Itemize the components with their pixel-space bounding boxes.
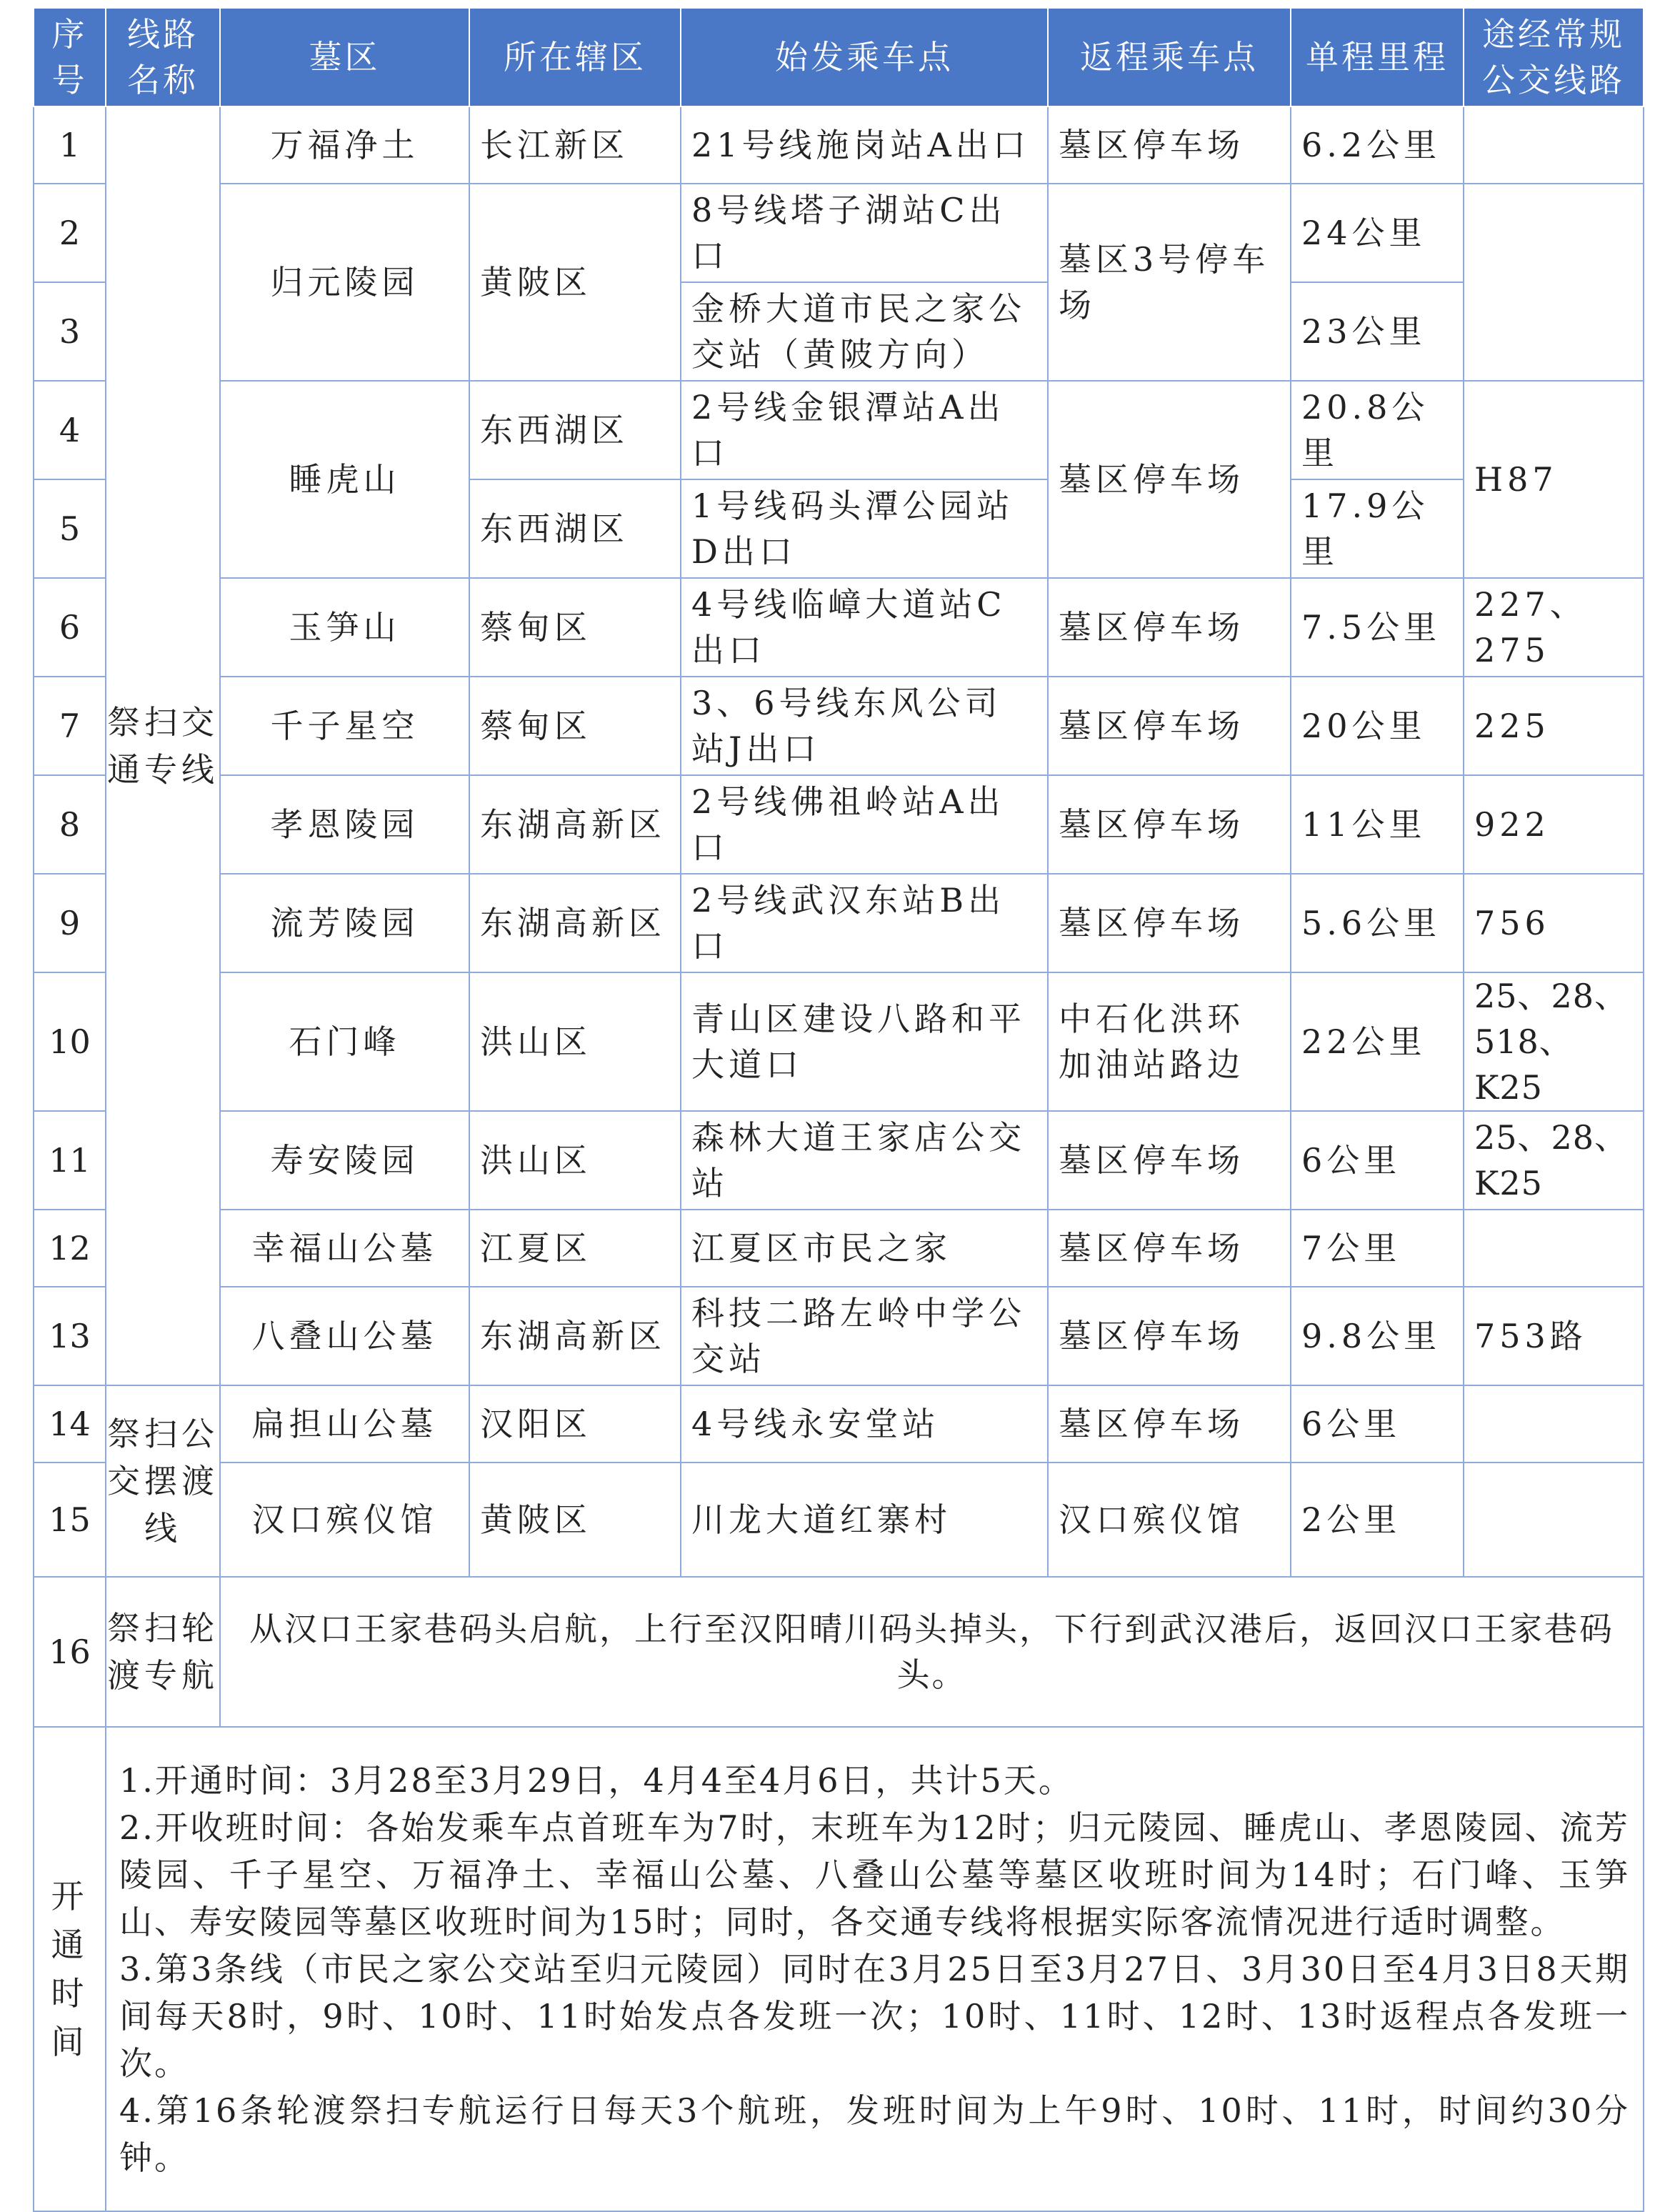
bus-lines-cell (1464, 106, 1644, 184)
distance-cell: 23公里 (1291, 282, 1464, 381)
start-stop-cell: 森林大道王家店公交站 (681, 1111, 1048, 1210)
note-item: 2.开收班时间：各始发乘车点首班车为7时，末班车为12时；归元陵园、睡虎山、孝恩陵园、流芳陵园、千子星空、万福净土、幸福山公墓、八叠山公墓等墓区收班时间为14时；石门峰、玉笋山、寿安陵园等墓区收班时间为15时；同时，各交通专线将根据实际客流情况进行适时调整。 (119, 1808, 1630, 1941)
row-no: 4 (34, 381, 106, 479)
row-no: 5 (34, 479, 106, 578)
cemetery-cell: 万福净土 (220, 106, 469, 184)
row-no: 3 (34, 282, 106, 381)
district-cell: 长江新区 (469, 106, 681, 184)
row-no: 6 (34, 578, 106, 677)
bus-lines-cell (1464, 184, 1644, 381)
distance-cell: 20.8公里 (1291, 381, 1464, 479)
start-stop-cell: 8号线塔子湖站C出口 (681, 184, 1048, 282)
row-no: 2 (34, 184, 106, 282)
note-item: 1.开通时间：3月28至3月29日，4月4至4月6日，共计5天。 (119, 1761, 1074, 1800)
table-row (34, 775, 1644, 874)
return-stop-cell: 墓区3号停车场 (1048, 184, 1291, 381)
start-stop-cell: 川龙大道红寨村 (681, 1463, 1048, 1577)
row-no: 9 (34, 874, 106, 972)
distance-cell: 5.6公里 (1291, 874, 1464, 972)
notes-cell (106, 1727, 1644, 2211)
row-no: 12 (34, 1210, 106, 1287)
start-stop-cell: 3、6号线东风公司站J出口 (681, 677, 1048, 775)
start-stop-cell: 金桥大道市民之家公交站（黄陂方向） (681, 282, 1048, 381)
start-stop-cell: 2号线佛祖岭站A出口 (681, 775, 1048, 874)
table-row (34, 677, 1644, 775)
district-cell: 东湖高新区 (469, 775, 681, 874)
district-cell: 洪山区 (469, 972, 681, 1111)
cemetery-shuttle-table (33, 7, 1644, 2212)
distance-cell: 22公里 (1291, 972, 1464, 1111)
note-item: 3.第3条线（市民之家公交站至归元陵园）同时在3月25日至3月27日、3月30日至4月3日8天期间每天8时，9时、10时、11时始发点各发班一次；10时、11时、12时、13时返程点各发班一次。 (119, 1950, 1630, 2083)
return-stop-cell: 墓区停车场 (1048, 775, 1291, 874)
header-district: 所在辖区 (469, 8, 681, 106)
table-row (34, 1210, 1644, 1287)
district-cell: 蔡甸区 (469, 578, 681, 677)
bus-lines-cell (1464, 1463, 1644, 1577)
cemetery-cell: 汉口殡仪馆 (220, 1463, 469, 1577)
return-stop-cell: 墓区停车场 (1048, 1111, 1291, 1210)
district-cell: 黄陂区 (469, 1463, 681, 1577)
return-stop-cell: 汉口殡仪馆 (1048, 1463, 1291, 1577)
notes-header: 开通时间 (34, 1727, 106, 2211)
distance-cell: 20公里 (1291, 677, 1464, 775)
row-no: 10 (34, 972, 106, 1111)
district-cell: 东西湖区 (469, 381, 681, 479)
header-distance: 单程里程 (1291, 8, 1464, 106)
header-row (34, 8, 1644, 106)
start-stop-cell: 4号线临嶂大道站C出口 (681, 578, 1048, 677)
cemetery-cell: 孝恩陵园 (220, 775, 469, 874)
district-cell: 江夏区 (469, 1210, 681, 1287)
table-row (34, 1385, 1644, 1463)
cemetery-cell: 寿安陵园 (220, 1111, 469, 1210)
ferry-route-cell: 从汉口王家巷码头启航，上行至汉阳晴川码头掉头，下行到武汉港后，返回汉口王家巷码头。 (220, 1577, 1644, 1727)
bus-lines-cell (1464, 1385, 1644, 1463)
cemetery-cell: 扁担山公墓 (220, 1385, 469, 1463)
header-bus-lines: 途经常规公交线路 (1464, 8, 1644, 106)
route-group-zhuanxian: 祭扫交通专线 (106, 106, 220, 1385)
cemetery-cell: 玉笋山 (220, 578, 469, 677)
header-return-stop: 返程乘车点 (1048, 8, 1291, 106)
district-cell: 东湖高新区 (469, 1287, 681, 1385)
bus-lines-cell: 25、28、K25 (1464, 1111, 1644, 1210)
table-row (34, 578, 1644, 677)
bus-lines-cell: 922 (1464, 775, 1644, 874)
district-cell: 汉阳区 (469, 1385, 681, 1463)
bus-lines-cell: 756 (1464, 874, 1644, 972)
header-cemetery: 墓区 (220, 8, 469, 106)
row-no: 14 (34, 1385, 106, 1463)
return-stop-cell: 墓区停车场 (1048, 874, 1291, 972)
header-no: 序号 (34, 8, 106, 106)
district-cell: 蔡甸区 (469, 677, 681, 775)
row-no: 11 (34, 1111, 106, 1210)
start-stop-cell: 21号线施岗站A出口 (681, 106, 1048, 184)
cemetery-cell: 石门峰 (220, 972, 469, 1111)
start-stop-cell: 1号线码头潭公园站D出口 (681, 479, 1048, 578)
cemetery-cell: 睡虎山 (220, 381, 469, 578)
table-row (34, 184, 1644, 282)
row-no: 8 (34, 775, 106, 874)
distance-cell: 6公里 (1291, 1385, 1464, 1463)
distance-cell: 6.2公里 (1291, 106, 1464, 184)
return-stop-cell: 中石化洪环加油站路边 (1048, 972, 1291, 1111)
bus-lines-cell: 25、28、518、K25 (1464, 972, 1644, 1111)
row-no: 1 (34, 106, 106, 184)
district-cell: 东西湖区 (469, 479, 681, 578)
row-no: 7 (34, 677, 106, 775)
table-row (34, 1287, 1644, 1385)
return-stop-cell: 墓区停车场 (1048, 1287, 1291, 1385)
start-stop-cell: 青山区建设八路和平大道口 (681, 972, 1048, 1111)
district-cell: 东湖高新区 (469, 874, 681, 972)
district-cell: 黄陂区 (469, 184, 681, 381)
distance-cell: 7.5公里 (1291, 578, 1464, 677)
start-stop-cell: 2号线武汉东站B出口 (681, 874, 1048, 972)
start-stop-cell: 4号线永安堂站 (681, 1385, 1048, 1463)
row-no: 15 (34, 1463, 106, 1577)
distance-cell: 24公里 (1291, 184, 1464, 282)
distance-cell: 17.9公里 (1291, 479, 1464, 578)
row-no: 16 (34, 1577, 106, 1727)
bus-lines-cell: 227、275 (1464, 578, 1644, 677)
distance-cell: 6公里 (1291, 1111, 1464, 1210)
table-row (34, 972, 1644, 1111)
start-stop-cell: 科技二路左岭中学公交站 (681, 1287, 1048, 1385)
distance-cell: 7公里 (1291, 1210, 1464, 1287)
distance-cell: 11公里 (1291, 775, 1464, 874)
table-row (34, 1111, 1644, 1210)
return-stop-cell: 墓区停车场 (1048, 677, 1291, 775)
header-route-name: 线路名称 (106, 8, 220, 106)
table-row (34, 874, 1644, 972)
cemetery-cell: 归元陵园 (220, 184, 469, 381)
bus-lines-cell: 753路 (1464, 1287, 1644, 1385)
bus-lines-cell: H87 (1464, 381, 1644, 578)
bus-lines-cell: 225 (1464, 677, 1644, 775)
cemetery-cell: 幸福山公墓 (220, 1210, 469, 1287)
row-no: 13 (34, 1287, 106, 1385)
route-group-baidu: 祭扫公交摆渡线 (106, 1385, 220, 1577)
return-stop-cell: 墓区停车场 (1048, 381, 1291, 578)
cemetery-cell: 八叠山公墓 (220, 1287, 469, 1385)
table-row (34, 1577, 1644, 1727)
notes-row (34, 1727, 1644, 2211)
table-row (34, 106, 1644, 184)
header-start-stop: 始发乘车点 (681, 8, 1048, 106)
cemetery-cell: 千子星空 (220, 677, 469, 775)
bus-lines-cell (1464, 1210, 1644, 1287)
table-row (34, 381, 1644, 479)
start-stop-cell: 2号线金银潭站A出口 (681, 381, 1048, 479)
return-stop-cell: 墓区停车场 (1048, 1210, 1291, 1287)
distance-cell: 2公里 (1291, 1463, 1464, 1577)
table-row (34, 1463, 1644, 1577)
note-item: 4.第16条轮渡祭扫专航运行日每天3个航班，发班时间为上午9时、10时、11时，时间约30分钟。 (119, 2091, 1630, 2177)
route-group-lundu: 祭扫轮渡专航 (106, 1577, 220, 1727)
cemetery-cell: 流芳陵园 (220, 874, 469, 972)
distance-cell: 9.8公里 (1291, 1287, 1464, 1385)
return-stop-cell: 墓区停车场 (1048, 578, 1291, 677)
district-cell: 洪山区 (469, 1111, 681, 1210)
return-stop-cell: 墓区停车场 (1048, 106, 1291, 184)
start-stop-cell: 江夏区市民之家 (681, 1210, 1048, 1287)
return-stop-cell: 墓区停车场 (1048, 1385, 1291, 1463)
